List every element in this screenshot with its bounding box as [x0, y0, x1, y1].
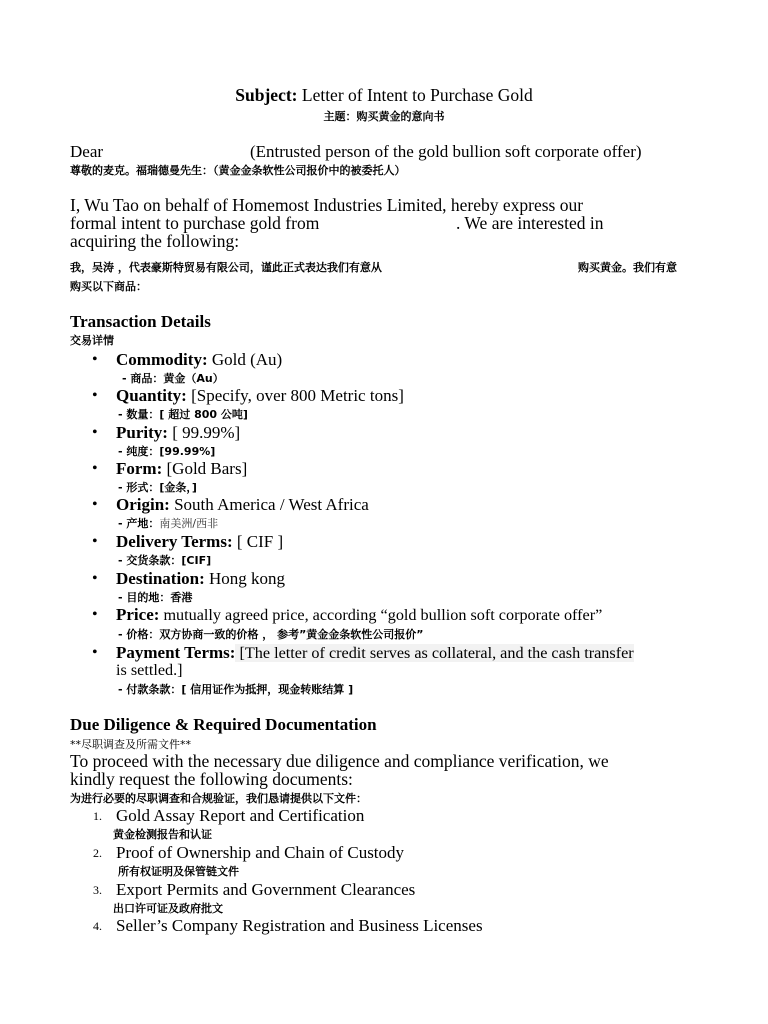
item-label: Payment Terms: [116, 643, 236, 662]
item-label: Purity: [116, 423, 168, 442]
item-value: mutually agreed price, according “gold bullion soft corporate offer” [159, 606, 603, 624]
intro-cn-2: 购买以下商品： [70, 280, 147, 293]
item-value: Gold (Au) [207, 350, 283, 369]
item-cn-label: - 产地： [118, 517, 160, 530]
bullet-icon: • [92, 533, 98, 550]
item-cn-value: 黄金（Au） [163, 372, 224, 385]
item-form-cn [118, 481, 197, 495]
item-commodity [116, 350, 282, 369]
doc-item: Gold Assay Report and Certification [116, 806, 365, 825]
item-payment-terms [116, 643, 634, 663]
doc-item: Seller’s Company Registration and Business Licenses [116, 916, 483, 935]
intro-line-2b: . We are interested in [456, 213, 604, 233]
bullet-icon: • [92, 496, 98, 513]
item-price-cn [118, 628, 424, 642]
list-number: 4. [93, 919, 102, 933]
doc-item-cn: 出口许可证及政府批文 [113, 902, 223, 915]
item-cn-value: 香港 [170, 591, 193, 604]
item-label: Delivery Terms: [116, 532, 233, 551]
item-purity-cn [118, 445, 215, 459]
item-destination-cn [118, 591, 192, 605]
doc-item-cn: 所有权证明及保管链文件 [118, 865, 239, 878]
salutation-entrusted: (Entrusted person of the gold bullion soft corporate offer) [250, 142, 642, 161]
bullet-icon: • [92, 351, 98, 368]
bullet-icon: • [92, 424, 98, 441]
salutation-cn: 尊敬的麦克。福瑞德曼先生：（黄金金条软性公司报价中的被委托人） [70, 164, 406, 177]
subject-line [0, 86, 768, 105]
item-cn-label: - 交货条款： [118, 554, 182, 567]
item-cn-value: [99.99%] [159, 445, 216, 458]
intro-line-3: acquiring the following: [70, 231, 240, 251]
item-origin [116, 495, 369, 514]
doc-item: Proof of Ownership and Chain of Custody [116, 843, 405, 862]
item-value: [Gold Bars] [162, 459, 248, 478]
item-value: [The letter of credit serves as collateral, and the cash transfer [235, 644, 634, 662]
item-form [116, 459, 247, 478]
item-delivery-terms-cn [118, 554, 211, 568]
item-cn-value: [CIF] [181, 554, 212, 567]
item-label: Commodity: [116, 350, 208, 369]
item-cn-label: - 付款条款： [118, 683, 182, 696]
item-origin-cn [118, 517, 218, 531]
transaction-heading-cn: 交易详情 [70, 334, 114, 347]
item-label: Form: [116, 459, 163, 478]
item-delivery-terms [116, 532, 283, 551]
item-cn-label: - 目的地： [118, 591, 171, 604]
item-cn-label: - 价格： [118, 628, 160, 641]
subject-text: Letter of Intent to Purchase Gold [297, 85, 533, 105]
item-label: Quantity: [116, 386, 187, 405]
bullet-icon: • [92, 460, 98, 477]
due-diligence-heading-cn: **尽职调查及所需文件** [70, 738, 191, 751]
item-cn-value: 双方协商一致的价格 ， 参考”黄金金条软性公司报价” [159, 628, 424, 641]
due-diligence-line-2: kindly request the following documents: [70, 769, 353, 789]
subject-cn: 主题：购买黄金的意向书 [323, 110, 445, 123]
bullet-icon: • [92, 644, 98, 661]
item-value: [Specify, over 800 Metric tons] [186, 386, 404, 405]
list-number: 1. [93, 809, 102, 823]
item-label: Origin: [116, 495, 170, 514]
transaction-heading: Transaction Details [70, 312, 211, 331]
item-value: Hong kong [204, 569, 286, 588]
item-label: Price: [116, 605, 160, 624]
intro-line-2a: formal intent to purchase gold from [70, 213, 320, 233]
item-cn-label: - 数量： [118, 408, 160, 421]
item-payment-terms-cn [118, 683, 353, 697]
item-value: [ 99.99%] [167, 423, 241, 442]
item-cn-value: [ 信用证作为抵押，现金转账结算 ] [181, 683, 354, 696]
item-cn-value: [ 超过 800 公吨] [159, 408, 248, 421]
list-number: 2. [93, 846, 102, 860]
salutation-dear: Dear [70, 142, 104, 161]
bullet-icon: • [92, 606, 98, 623]
intro-cn-1b: 购买黄金。我们有意 [578, 261, 677, 274]
intro-line-1: I, Wu Tao on behalf of Homemost Industries Limited, hereby express our [70, 195, 584, 215]
intro-cn-1a: 我，吴涛 ，代表豪斯特贸易有限公司，谨此正式表达我们有意从 [70, 261, 382, 274]
item-cn-value: 南美洲/西非 [159, 517, 219, 530]
item-cn-label: - 商品： [122, 372, 164, 385]
due-diligence-line-1: To proceed with the necessary due diligence and compliance verification, we [70, 751, 609, 771]
doc-item-cn: 黄金检测报告和认证 [113, 828, 212, 841]
item-purity [116, 423, 240, 442]
item-destination [116, 569, 285, 588]
item-cn-value: [金条，] [159, 481, 197, 494]
item-quantity-cn [118, 408, 248, 422]
item-label: Destination: [116, 569, 205, 588]
item-value: South America / West Africa [169, 495, 369, 514]
bullet-icon: • [92, 387, 98, 404]
item-price [116, 605, 602, 625]
subject-label: Subject: [235, 85, 298, 105]
item-cn-label: - 纯度： [118, 445, 160, 458]
due-diligence-cn: 为进行必要的尽职调查和合规验证，我们恳请提供以下文件： [70, 792, 367, 805]
due-diligence-heading: Due Diligence & Required Documentation [70, 715, 377, 734]
item-quantity [116, 386, 404, 405]
item-payment-terms-cont: is settled.] [116, 661, 183, 679]
item-cn-label: - 形式： [118, 481, 160, 494]
bullet-icon: • [92, 570, 98, 587]
item-commodity-cn [122, 372, 224, 386]
list-number: 3. [93, 883, 102, 897]
item-value: [ CIF ] [232, 532, 284, 551]
doc-item: Export Permits and Government Clearances [116, 880, 416, 899]
